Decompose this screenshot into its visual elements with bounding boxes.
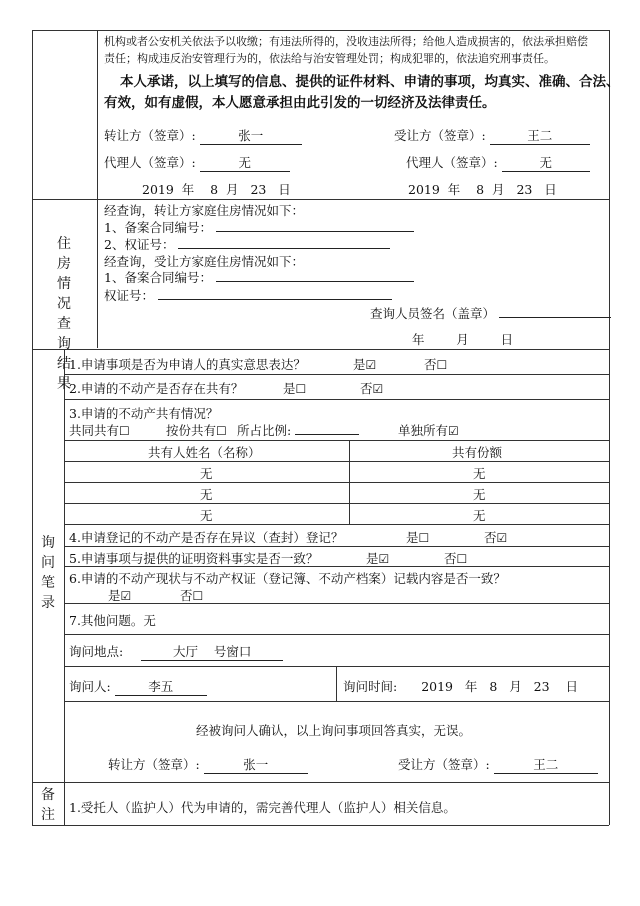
question-7: 7.其他问题。无 [69,613,156,628]
q1-no-option[interactable]: 否☐ [424,357,448,372]
inquiry-time: 询问时间: 2019 年 8 月 23 日 [343,679,578,694]
checkbox-unchecked-icon[interactable]: ☐ [418,531,430,545]
checkbox-unchecked-icon[interactable]: ☐ [119,424,130,438]
confirmation-text: 经被询问人确认，以上询问事项回答真实，无误。 [196,723,472,738]
cert-no-field-2[interactable] [158,286,392,300]
q3-single-option[interactable]: 单独所有☑ [398,423,459,438]
checkbox-unchecked-icon[interactable]: ☐ [216,424,227,438]
q5-no-option[interactable]: 否☐ [444,551,468,566]
agent-value-right: 无 [502,153,590,172]
q-divider-8 [64,546,609,547]
coowner-row-2-share: 无 [473,487,486,502]
housing-label: 住房 情况 查询 结果 [57,236,71,392]
checkbox-checked-icon[interactable]: ☑ [120,589,132,603]
q-divider-6 [64,503,609,504]
contract-no-field-2[interactable] [216,268,414,282]
pledge-text-line1: 本人承诺，以上填写的信息、提供的证件材料、申请的事项，均真实、准确、合法、 [120,74,620,90]
pledge-text-line2: 有效，如有虚假，本人愿意承担由此引发的一切经济及法律责任。 [104,95,496,111]
coowner-row-2-name: 无 [200,487,213,502]
cert-no-field-1[interactable] [178,235,390,249]
agent-label-right: 代理人（签章）: [406,155,498,170]
inquirer-time-divider [336,666,337,701]
inquiry-place: 询问地点: 大厅 号窗口 [69,642,283,661]
housing-line2: 1、备案合同编号： [104,218,414,236]
q4-yes-option[interactable]: 是☐ [406,530,430,545]
q-divider-13 [64,701,609,702]
row-divider-inquiry [32,349,609,350]
q4-no-option[interactable]: 否☑ [484,530,508,545]
q-divider-3 [64,440,609,441]
q3-joint-option[interactable]: 共同共有☐ [69,423,130,438]
housing-signer: 查询人员签名（盖章） [370,304,611,322]
q2-no-option[interactable]: 否☑ [360,381,384,396]
housing-line4: 经查询，受让方家庭住房情况如下： [104,254,305,269]
transferor-value: 张一 [200,126,302,145]
q-divider-2 [64,399,609,400]
warning-text-line1: 机构或者公安机关依法予以收缴；有违法所得的，没收违法所得；给他人造成损害的，依法承担赔偿 [104,35,588,48]
question-4: 4.申请登记的不动产是否存在异议（查封）登记？ [69,530,344,545]
table-right-border [609,30,610,825]
transferor-label: 转让方（签章）: [104,128,196,143]
coowner-row-1-share: 无 [473,466,486,481]
remark-text: 1.受托人（监护人）代为申请的，需完善代理人（监护人）相关信息。 [69,800,456,815]
question-2: 2.申请的不动产是否存在共有？ [69,381,244,396]
q3-ratio: 所占比例: [237,421,359,439]
checkbox-unchecked-icon[interactable]: ☐ [192,589,204,603]
q5-yes-option[interactable]: 是☑ [366,551,390,566]
housing-date: 年 月 日 [412,332,514,347]
transferee-value: 王二 [490,126,590,145]
checkbox-checked-icon[interactable]: ☑ [448,424,459,438]
q3-share-option[interactable]: 按份共有☐ [166,423,227,438]
housing-line5: 1、备案合同编号： [104,268,414,286]
label-column-divider-bottom [64,350,65,825]
coowner-row-3-share: 无 [473,508,486,523]
question-3: 3.申请的不动产共有情况？ [69,406,219,421]
ratio-field[interactable] [295,421,359,435]
date-left: 2019 年 8 月 23 日 [142,182,291,197]
transferor-signature [104,126,302,145]
checkbox-unchecked-icon[interactable]: ☐ [456,552,468,566]
q-divider-11 [64,634,609,635]
coowner-header-name: 共有人姓名（名称） [148,445,261,460]
checkbox-unchecked-icon[interactable]: ☐ [436,358,448,372]
coowner-row-1-name: 无 [200,466,213,481]
checkbox-checked-icon[interactable]: ☑ [496,531,508,545]
contract-no-field-1[interactable] [216,218,414,232]
table-bottom-border [32,825,609,826]
q-divider-12 [64,666,609,667]
coowner-header-share: 共有份额 [452,445,503,460]
table-top-border [32,30,609,31]
final-transferee-signature: 受让方（签章）: 王二 [398,755,598,774]
q2-yes-option[interactable]: 是☐ [283,381,307,396]
agent-value-left: 无 [200,153,290,172]
question-6: 6.申请的不动产现状与不动产权证（登记簿、不动产档案）记载内容是否一致？ [69,571,506,586]
q1-yes-option[interactable]: 是☑ [353,357,377,372]
final-transferor-value: 张一 [204,755,308,774]
row-divider-housing [32,199,609,200]
row-divider-remark [32,782,609,783]
checkbox-checked-icon[interactable]: ☑ [365,358,377,372]
checkbox-checked-icon[interactable]: ☑ [378,552,390,566]
q6-yes-option[interactable]: 是☑ [108,588,132,603]
inquirer: 询问人: 李五 [69,677,207,696]
table-left-border [32,30,33,825]
housing-line1: 经查询，转让方家庭住房情况如下： [104,203,305,218]
final-transferor-signature: 转让方（签章）: 张一 [108,755,308,774]
housing-line3: 2、权证号： [104,235,390,253]
question-1: 1.申请事项是否为申请人的真实意思表达？ [69,357,306,372]
coowner-row-3-name: 无 [200,508,213,523]
warning-text-line2: 责任；构成违反治安管理行为的，依法给与治安管理处罚；构成犯罪的，依法追究刑事责任。 [104,52,555,65]
q6-no-option[interactable]: 否☐ [180,588,204,603]
housing-line6: 权证号： [104,286,392,304]
inquirer-value: 李五 [115,677,207,696]
checkbox-checked-icon[interactable]: ☑ [372,382,384,396]
agent-label-left: 代理人（签章）: [104,155,196,170]
place-value: 大厅 号窗口 [141,642,283,661]
q-divider-4 [64,461,609,462]
checkbox-unchecked-icon[interactable]: ☐ [295,382,307,396]
q-divider-10 [64,603,609,604]
q-divider-7 [64,524,609,525]
transferee-label: 受让方（签章）: [394,128,486,143]
q-divider-1 [64,374,609,375]
remark-label: 备 注 [41,787,55,823]
inquiry-label: 询 问 笔 录 [41,535,55,611]
final-transferee-value: 王二 [494,755,598,774]
label-column-divider-top [97,30,98,348]
agent-signature-left [104,153,290,172]
transferee-signature [394,126,590,145]
question-5: 5.申请事项与提供的证明资料事实是否一致？ [69,551,319,566]
signer-field[interactable] [499,304,611,318]
inquiry-time-value: 2019 年 8 月 23 日 [421,679,578,694]
q-divider-5 [64,482,609,483]
agent-signature-right [406,153,590,172]
date-right: 2019 年 8 月 23 日 [408,182,557,197]
